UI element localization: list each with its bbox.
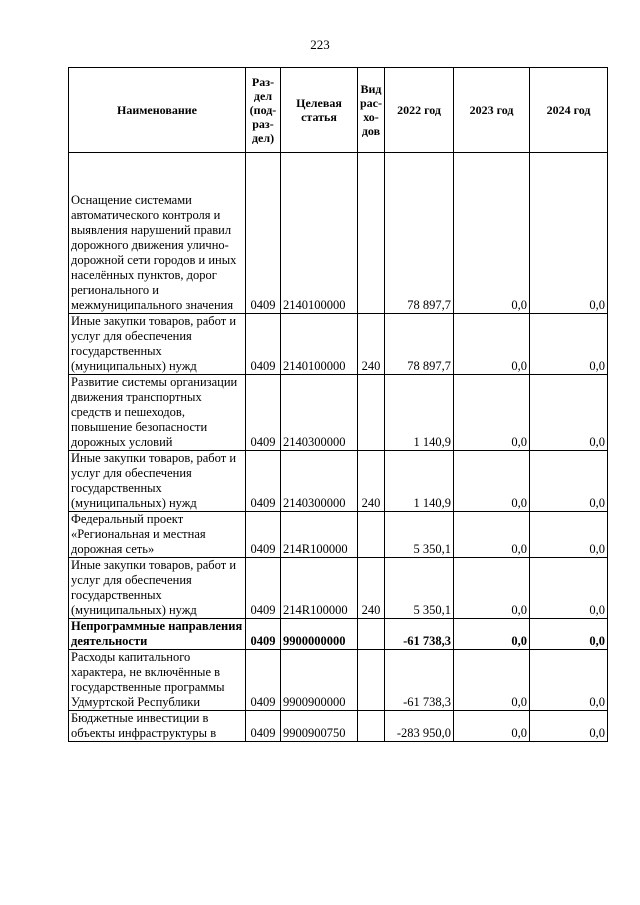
table-row: [69, 619, 608, 650]
row-target: 2140100000: [281, 153, 358, 314]
row-2022: 78 897,7: [385, 314, 454, 375]
row-2022: 78 897,7: [385, 153, 454, 314]
row-target: 2140100000: [281, 314, 358, 375]
table-row: [69, 711, 608, 742]
table-row: [69, 650, 608, 711]
row-2023: 0,0: [454, 711, 530, 742]
row-2023: 0,0: [454, 619, 530, 650]
row-2022: 1 140,9: [385, 451, 454, 512]
row-2022: -61 738,3: [385, 650, 454, 711]
budget-table: [68, 67, 608, 742]
row-target: 2140300000: [281, 375, 358, 451]
row-kind: 240: [358, 558, 385, 619]
row-kind: 240: [358, 451, 385, 512]
table-row: [69, 558, 608, 619]
row-section: 0409: [246, 711, 281, 742]
row-name: Бюджетные инвестиции в объекты инфраструктуры в: [69, 711, 246, 742]
table-row: [69, 451, 608, 512]
header-name: Наименование: [69, 68, 246, 153]
row-name: Иные закупки товаров, работ и услуг для обеспечения государственных (муниципальных) нужд: [69, 314, 246, 375]
header-kind: Вид рас- хо- дов: [358, 68, 385, 153]
row-name: Иные закупки товаров, работ и услуг для обеспечения государственных (муниципальных) нужд: [69, 558, 246, 619]
header-target: Целевая статья: [281, 68, 358, 153]
row-2023: 0,0: [454, 375, 530, 451]
row-2024: 0,0: [530, 512, 608, 558]
table-row: [69, 375, 608, 451]
row-name: Оснащение системами автоматического контроля и выявления нарушений правил дорожного движения улично-дорожной сети городов и иных населённых пунктов, дорог регионального и межмуниципального значения: [69, 153, 246, 314]
row-2024: 0,0: [530, 711, 608, 742]
row-2023: 0,0: [454, 451, 530, 512]
row-name: Федеральный проект «Региональная и местная дорожная сеть»: [69, 512, 246, 558]
row-target: 9900900750: [281, 711, 358, 742]
row-name: Иные закупки товаров, работ и услуг для обеспечения государственных (муниципальных) нужд: [69, 451, 246, 512]
page-number: 223: [310, 37, 330, 52]
row-kind: [358, 711, 385, 742]
row-2023: 0,0: [454, 314, 530, 375]
row-2022: -283 950,0: [385, 711, 454, 742]
header-section: Раз- дел (под- раз- дел): [246, 68, 281, 153]
row-target: 214R100000: [281, 512, 358, 558]
row-2024: 0,0: [530, 153, 608, 314]
row-2023: 0,0: [454, 650, 530, 711]
row-2024: 0,0: [530, 314, 608, 375]
row-2022: 5 350,1: [385, 512, 454, 558]
header-2024: 2024 год: [530, 68, 608, 153]
row-kind: [358, 512, 385, 558]
row-2024: 0,0: [530, 451, 608, 512]
row-section: 0409: [246, 375, 281, 451]
row-kind: [358, 375, 385, 451]
row-section: 0409: [246, 451, 281, 512]
row-name: Непрограммные направления деятельности: [69, 619, 246, 650]
row-2023: 0,0: [454, 512, 530, 558]
row-2024: 0,0: [530, 375, 608, 451]
row-target: 9900900000: [281, 650, 358, 711]
table-row: [69, 153, 608, 314]
header-2023: 2023 год: [454, 68, 530, 153]
row-section: 0409: [246, 619, 281, 650]
row-kind: [358, 650, 385, 711]
row-name: Развитие системы организации движения транспортных средств и пешеходов, повышение безопасности дорожных условий: [69, 375, 246, 451]
row-kind: [358, 153, 385, 314]
row-2024: 0,0: [530, 619, 608, 650]
table-row: [69, 314, 608, 375]
row-section: 0409: [246, 314, 281, 375]
row-section: 0409: [246, 650, 281, 711]
row-section: 0409: [246, 153, 281, 314]
row-2022: 1 140,9: [385, 375, 454, 451]
row-target: 2140300000: [281, 451, 358, 512]
row-section: 0409: [246, 512, 281, 558]
row-name: Расходы капитального характера, не включённые в государственные программы Удмуртской Республики: [69, 650, 246, 711]
row-2023: 0,0: [454, 153, 530, 314]
row-kind: [358, 619, 385, 650]
row-2022: -61 738,3: [385, 619, 454, 650]
row-target: 9900000000: [281, 619, 358, 650]
row-target: 214R100000: [281, 558, 358, 619]
table-row: [69, 512, 608, 558]
header-2022: 2022 год: [385, 68, 454, 153]
table-header-row: [69, 68, 608, 153]
row-2023: 0,0: [454, 558, 530, 619]
row-section: 0409: [246, 558, 281, 619]
row-2024: 0,0: [530, 558, 608, 619]
row-kind: 240: [358, 314, 385, 375]
row-2022: 5 350,1: [385, 558, 454, 619]
row-2024: 0,0: [530, 650, 608, 711]
